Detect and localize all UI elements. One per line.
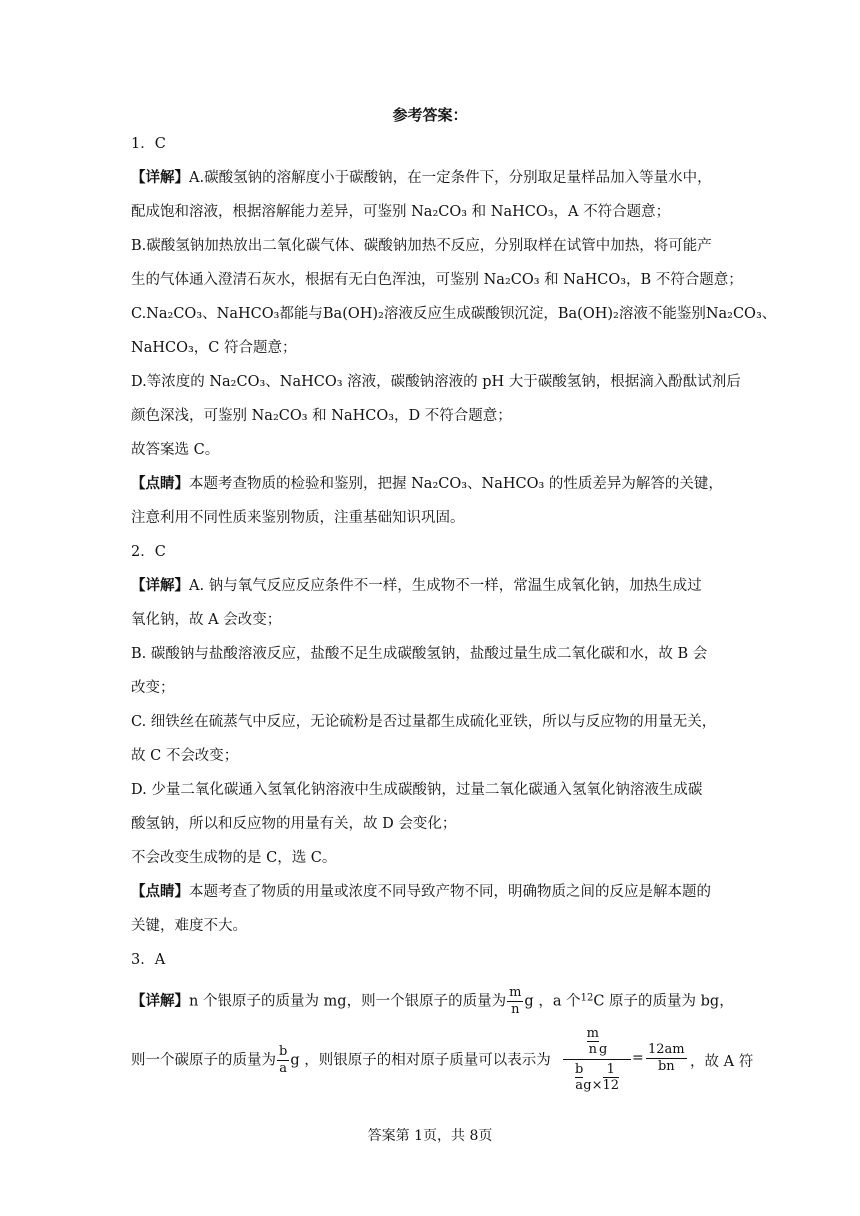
detail-tag: 【详解】	[131, 992, 189, 1010]
page-title: 参考答案：	[392, 106, 468, 124]
detail-tag: 【详解】	[131, 577, 189, 594]
q2-answer: 2．C	[131, 544, 166, 560]
q1-line-4: 生的气体通入澄清石灰水，根据有无白色浑浊，可鉴别 Na₂CO₃ 和 NaHCO₃，B 不符合题意；	[131, 272, 743, 288]
q2-line-1: 【详解】A. 钠与氧气反应反应条件不一样，生成物不一样，常温生成氧化钠，加热生成过	[131, 577, 702, 594]
q2-line-9: 不会改变生成物的是 C，选 C。	[131, 850, 337, 866]
q1-line-1: 【详解】A.碳酸氢钠的溶解度小于碳酸钠，在一定条件下，分别取足量样品加入等量水中，	[131, 169, 712, 186]
q2-line-8: 酸氢钠，所以和反应物的用量有关，故 D 会变化；	[131, 816, 457, 832]
q2-line-3: B. 碳酸钠与盐酸溶液反应，盐酸不足生成碳酸氢钠，盐酸过量生成二氧化碳和水，故 B 会	[131, 646, 708, 662]
q3-answer: 3．A	[131, 952, 166, 968]
result-fraction: $\frac{12am}{bn}$	[648, 1042, 685, 1074]
q1-line-10: 【点睛】本题考查物质的检验和鉴别，把握 Na₂CO₃、NaHCO₃ 的性质差异为解答的关键，	[131, 475, 723, 492]
q2-line-7: D. 少量二氧化碳通入氢氧化钠溶液中生成碳酸钠，过量二氧化碳通入氢氧化钠溶液生成碳	[131, 782, 703, 798]
q2-line-5: C. 细铁丝在硫蒸气中反应，无论硫粉是否过量都生成硫化亚铁，所以与反应物的用量无关，	[131, 714, 717, 730]
fraction-b-over-a: $\frac{b}{a}$	[279, 1044, 288, 1076]
q3-line-2: 则一个碳原子的质量为 $\frac{b}{a}$ g ，则银原子的相对原子质量可以表示为	[131, 1044, 551, 1076]
q1-line-6: NaHCO₃，C 符合题意；	[131, 340, 297, 356]
q1-line-2: 配成饱和溶液，根据溶解能力差异，可鉴别 Na₂CO₃ 和 NaHCO₃，A 不符合题意；	[131, 204, 671, 220]
q2-line-11: 关键，难度不大。	[131, 918, 247, 934]
q1-answer: 1．C	[131, 136, 166, 152]
q1-line-5: C.Na₂CO₃、NaHCO₃都能与Ba(OH)₂溶液反应生成碳酸钡沉淀，Ba(OH)₂溶液不能鉴别Na₂CO₃、	[131, 306, 777, 322]
page-footer: 答案第 1页，共 8页	[367, 1128, 493, 1144]
q2-line-4: 改变；	[131, 680, 175, 696]
relative-atomic-mass-fraction: $\frac{m}{n}$ g $\frac{b}{a}$ g× $\frac{1}{12}$	[563, 1026, 631, 1093]
q3-line-1: 【详解】n 个银原子的质量为 mg，则一个银原子的质量为 $\frac{m}{n}$ g ，a 个$^{12}$C 原子的质量为 bg，	[131, 985, 734, 1017]
q1-line-9: 故答案选 C。	[131, 442, 220, 458]
equals-sign: =	[632, 1050, 644, 1066]
q2-line-10: 【点睛】本题考查了物质的用量或浓度不同导致产物不同，明确物质之间的反应是解本题的	[131, 883, 711, 900]
q1-line-8: 颜色深浅，可鉴别 Na₂CO₃ 和 NaHCO₃，D 不符合题意；	[131, 408, 512, 424]
q1-line-11: 注意利用不同性质来鉴别物质，注重基础知识巩固。	[131, 510, 465, 526]
q2-line-2: 氧化钠，故 A 会改变；	[131, 612, 282, 628]
q1-line-7: D.等浓度的 Na₂CO₃、NaHCO₃ 溶液，碳酸钠溶液的 pH 大于碳酸氢钠，根据滴入酚酞试剂后	[131, 374, 741, 390]
detail-tag: 【详解】	[131, 169, 189, 186]
comment-tag: 【点睛】	[131, 883, 189, 900]
fraction-m-over-n: $\frac{m}{n}$	[509, 985, 522, 1017]
comment-tag: 【点睛】	[131, 475, 189, 492]
q3-line-2-tail: ，故 A 符	[690, 1054, 754, 1070]
q1-line-3: B.碳酸氢钠加热放出二氧化碳气体、碳酸钠加热不反应，分别取样在试管中加热，将可能产	[131, 238, 712, 254]
q2-line-6: 故 C 不会改变；	[131, 748, 239, 764]
